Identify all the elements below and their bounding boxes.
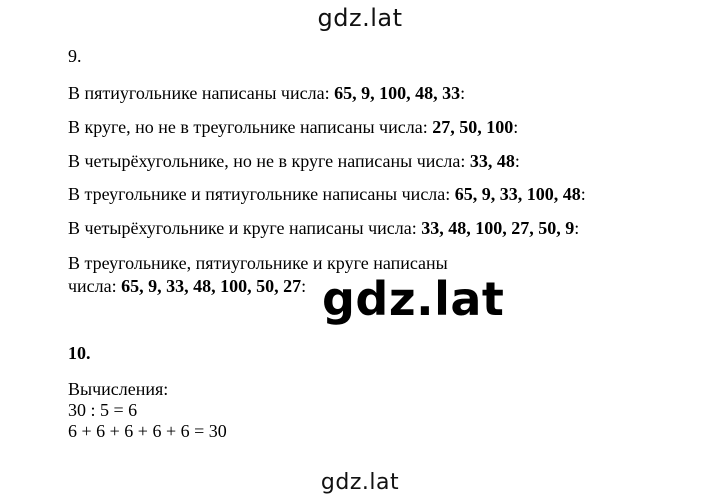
watermark-top: gdz.lat xyxy=(317,4,403,32)
line-suffix: : xyxy=(460,83,466,103)
task-9-line-3 xyxy=(68,151,520,171)
line-prefix: В четырёхугольнике и круге написаны числа: xyxy=(68,218,422,238)
line-suffix: : xyxy=(580,184,586,204)
watermark-center: gdz.lat xyxy=(322,272,505,326)
line-numbers: 65, 9, 100, 48, 33 xyxy=(334,83,461,103)
line-numbers: 65, 9, 33, 48, 100, 50, 27 xyxy=(121,276,302,296)
task-10-equation-1: 30 : 5 = 6 xyxy=(68,400,138,420)
line-prefix: В пятиугольнике написаны числа: xyxy=(68,83,335,103)
task-9-line-7 xyxy=(68,276,306,296)
line-prefix: В треугольнике и пятиугольнике написаны числа: xyxy=(68,184,455,204)
watermark-bottom: gdz.lat xyxy=(320,470,400,495)
line-prefix: В круге, но не в треугольнике написаны числа: xyxy=(68,117,433,137)
line-prefix: числа: xyxy=(68,276,122,296)
task-10-equation-2: 6 + 6 + 6 + 6 + 6 = 30 xyxy=(68,421,227,441)
task-9-line-4 xyxy=(68,184,586,204)
line-numbers: 33, 48 xyxy=(469,151,515,171)
line-suffix: : xyxy=(513,117,519,137)
task-9-line-1 xyxy=(68,83,465,103)
line-suffix: : xyxy=(574,218,580,238)
line-numbers: 33, 48, 100, 27, 50, 9 xyxy=(421,218,575,238)
task-9-number: 9. xyxy=(68,46,82,66)
task-10-heading: Вычисления: xyxy=(68,379,169,399)
task-10-number-text: 10. xyxy=(68,343,91,363)
task-10-number xyxy=(68,343,91,363)
line-suffix: : xyxy=(301,276,307,296)
line-suffix: : xyxy=(514,151,520,171)
task-9-line-5 xyxy=(68,218,579,238)
line-numbers: 65, 9, 33, 100, 48 xyxy=(454,184,581,204)
task-9-line-6: В треугольнике, пятиугольнике и круге написаны xyxy=(68,253,448,273)
task-9-line-2 xyxy=(68,117,518,137)
line-prefix: В четырёхугольнике, но не в круге написаны числа: xyxy=(68,151,470,171)
line-numbers: 27, 50, 100 xyxy=(432,117,514,137)
